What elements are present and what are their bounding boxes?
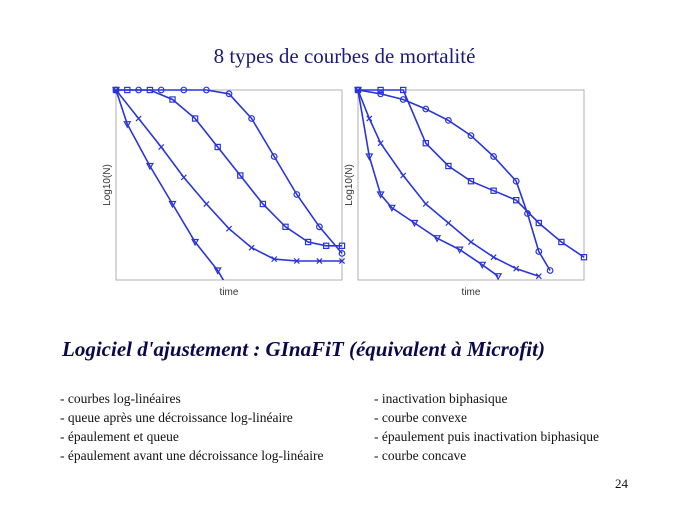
curve-types-list-left <box>60 389 340 465</box>
x-axis-label: time <box>219 287 239 298</box>
list-item: - épaulement avant une décroissance log-linéaire <box>60 448 324 463</box>
list-item: - épaulement puis inactivation biphasique <box>374 429 599 444</box>
list-item: - courbe concave <box>374 448 467 463</box>
page-number: 24 <box>615 476 628 491</box>
list-item: - épaulement et queue <box>60 429 179 444</box>
list-item: - queue après une décroissance log-linéaire <box>60 410 293 425</box>
mortality-chart-left <box>90 85 350 305</box>
curve-types-list-right <box>374 389 604 465</box>
software-subtitle: Logiciel d'ajustement : GInaFiT (équivalent à Microfit) <box>62 337 545 361</box>
list-item: - courbes log-linéaires <box>60 391 181 406</box>
mortality-chart-right <box>332 85 592 305</box>
list-item: - inactivation biphasique <box>374 391 508 406</box>
plot-frame <box>358 90 584 280</box>
list-item: - courbe convexe <box>374 410 467 425</box>
y-axis-label: Log10(N) <box>102 164 113 206</box>
x-axis-label: time <box>461 287 481 298</box>
y-axis-label: Log10(N) <box>344 164 355 206</box>
slide-title: 8 types de courbes de mortalité <box>213 44 476 68</box>
plot-frame <box>116 90 342 280</box>
